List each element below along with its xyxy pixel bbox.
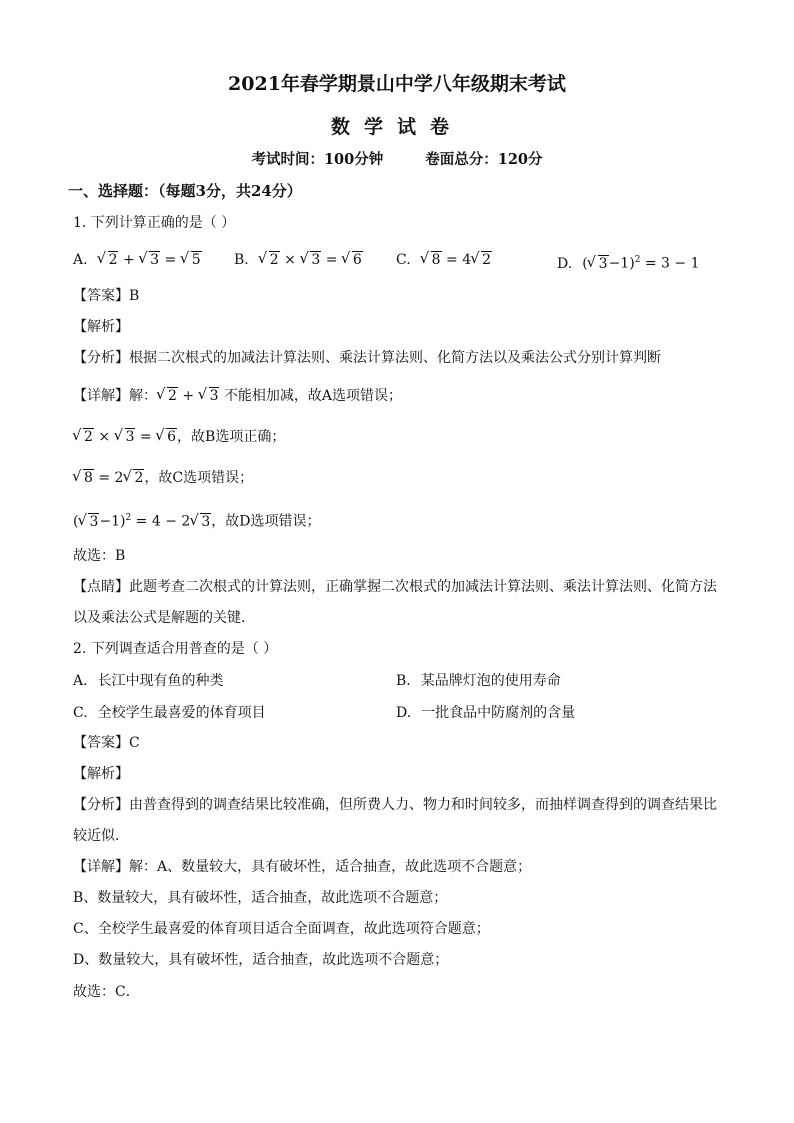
q1-option-b: B.√ 2 × √ 3 = √ 6 [234,250,363,270]
q1-answer: 【答案】B [73,288,140,304]
exam-info [0,150,794,170]
q2-answer: 【答案】C [73,735,140,751]
q1-option-a: A.√ 2 + √ 3 = √ 5 [73,250,202,270]
q2-option-b: B. 某品牌灯泡的使用寿命 [396,673,561,689]
q2-option-d: D. 一批食品中防腐剂的含量 [396,705,576,721]
q1-detail-c: √ 8 = 2√ 2，故C选项错误； [73,468,253,488]
q1-stem: 1. 下列计算正确的是（ ） [73,215,236,231]
q1-option-d: D. (√ 3−1)$^2$ = 3 − 1 [557,250,700,274]
q2-detail-a: 【详解】解：A、数量较大，具有破坏性，适合抽查，故此选项不合题意； [73,859,532,875]
q1-dianjing: 【点睛】此题考查二次根式的计算法则，正确掌握二次根式的加减法计算法则、乘法计算法则、化简方法 [73,579,717,595]
exam-subtitle: 数学试卷 [330,116,463,138]
q2-detail-b: B、数量较大，具有破坏性，适合抽查，故此选项不合题意； [73,890,448,906]
q1-detail-d: (√ 3−1)$^2$ = 4 − 2√ 3，故D选项错误； [73,508,320,532]
q2-choose: 故选：C． [73,984,140,1000]
q2-fenxi-cont: 较近似． [73,828,129,844]
q1-choose: 故选：B [73,548,126,564]
q1-detail-a: 【详解】解：√ 2 + √ 3 不能相加减，故A选项错误； [73,386,402,406]
q1-dianjing-cont: 以及乘法公式是解题的关键． [73,610,255,626]
q2-analysis-heading: 【解析】 [73,766,129,782]
q1-analysis-heading: 【解析】 [73,319,129,335]
q2-option-c: C. 全校学生最喜爱的体育项目 [73,705,266,721]
exam-score: 卷面总分：120分 [425,151,543,168]
q2-detail-c: C、全校学生最喜爱的体育项目适合全面调查，故此选项符合题意； [73,921,490,937]
exam-time: 考试时间：100分钟 [251,151,384,168]
exam-title: 2021年春学期景山中学八年级期末考试 [228,73,566,95]
q1-detail-b: √ 2 × √ 3 = √ 6，故B选项正确； [73,427,285,447]
q2-fenxi: 【分析】由普查得到的调查结果比较准确，但所费人力、物力和时间较多，而抽样调查得到的调查结果比 [73,797,717,813]
section-heading: 一、选择题：（每题3分，共24分） [68,182,302,200]
q2-option-a: A. 长江中现有鱼的种类 [73,673,224,689]
q1-fenxi: 【分析】根据二次根式的加减法计算法则、乘法计算法则、化简方法以及乘法公式分别计算判断 [73,350,661,366]
q2-stem: 2. 下列调查适合用普查的是（ ） [73,641,278,657]
q1-option-c: C.√ 8 = 4√ 2 [396,250,492,270]
q2-detail-d: D、数量较大，具有破坏性，适合抽查，故此选项不合题意； [73,952,449,968]
